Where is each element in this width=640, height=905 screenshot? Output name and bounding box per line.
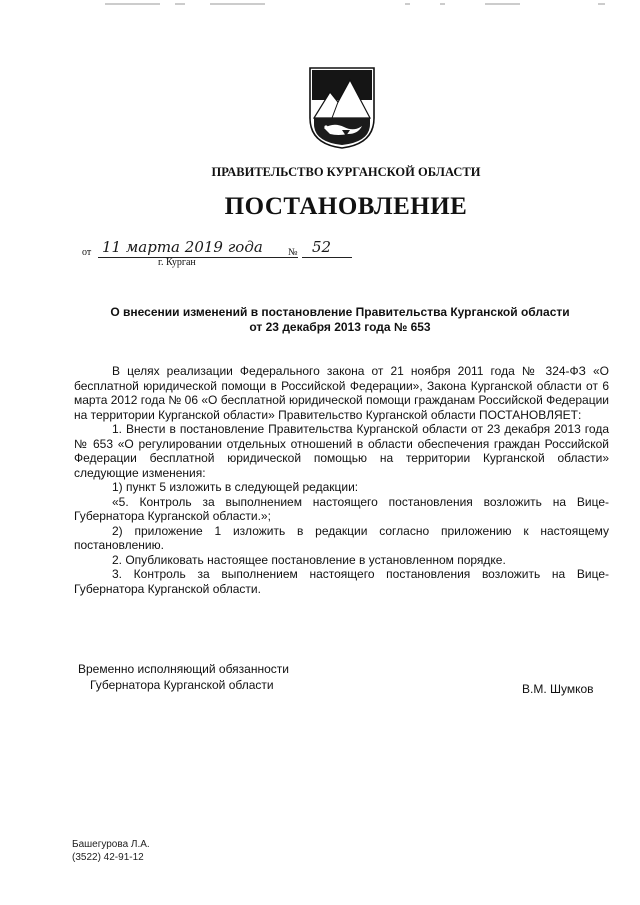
- date-underline: [98, 257, 298, 258]
- signatory-name: В.М. Шумков: [522, 682, 594, 696]
- signatory-position-line-1: Временно исполняющий обязанности: [78, 662, 289, 676]
- subject-line-2: от 23 декабря 2013 года № 653: [249, 320, 431, 334]
- handwritten-number: 52: [312, 238, 332, 256]
- document-body: [74, 364, 609, 596]
- body-paragraph: 2) приложение 1 изложить в редакции согласно приложению к настоящему постановлению.: [74, 523, 609, 552]
- body-paragraph: 2. Опубликовать настоящее постановление в установленном порядке.: [112, 552, 506, 567]
- document-subject: [60, 305, 620, 335]
- government-name: ПРАВИТЕЛЬСТВО КУРГАНСКОЙ ОБЛАСТИ: [211, 165, 481, 179]
- body-paragraph: «5. Контроль за выполнением настоящего постановления возложить на Вице-Губернатора Курганской области.»;: [74, 494, 609, 523]
- coat-of-arms-icon: [308, 66, 376, 150]
- number-underline: [302, 257, 352, 258]
- executor-phone: (3522) 42-91-12: [72, 852, 144, 863]
- document-type: ПОСТАНОВЛЕНИЕ: [224, 193, 468, 220]
- body-paragraph: 1. Внести в постановление Правительства Курганской области от 23 декабря 2013 года № 653 «О регулировании отдельных отношений в области обеспечения граждан Российской Федерации бесплатной юридической помощью на территории Курганской области» следующие изменения:: [74, 422, 609, 480]
- handwritten-date: 11 марта 2019 года: [102, 238, 263, 256]
- body-paragraph: 1) пункт 5 изложить в следующей редакции:: [112, 480, 359, 494]
- city: г. Курган: [158, 257, 196, 268]
- executor-name: Башегурова Л.А.: [72, 839, 150, 850]
- body-paragraph: 3. Контроль за выполнением настоящего постановления возложить на Вице-Губернатора Курганской области.: [74, 567, 609, 596]
- body-paragraph: В целях реализации Федерального закона от 21 ноября 2011 года № 324-ФЗ «О бесплатной юридической помощи в Российской Федерации», Закона Курганской области от 6 марта 2012 года № 06 «О бесплатной юридической помощи гражданам Российской Федерации на территории Курганской области» Правительство Курганской области ПОСТАНОВЛЯЕТ:: [74, 364, 609, 422]
- subject-line-1: О внесении изменений в постановление Правительства Курганской области: [110, 305, 570, 319]
- number-label: №: [288, 247, 298, 258]
- scan-artifacts: [0, 0, 640, 10]
- date-prefix-label: от: [82, 247, 92, 258]
- signatory-position-line-2: Губернатора Курганской области: [90, 678, 274, 692]
- executor-block: [72, 838, 150, 864]
